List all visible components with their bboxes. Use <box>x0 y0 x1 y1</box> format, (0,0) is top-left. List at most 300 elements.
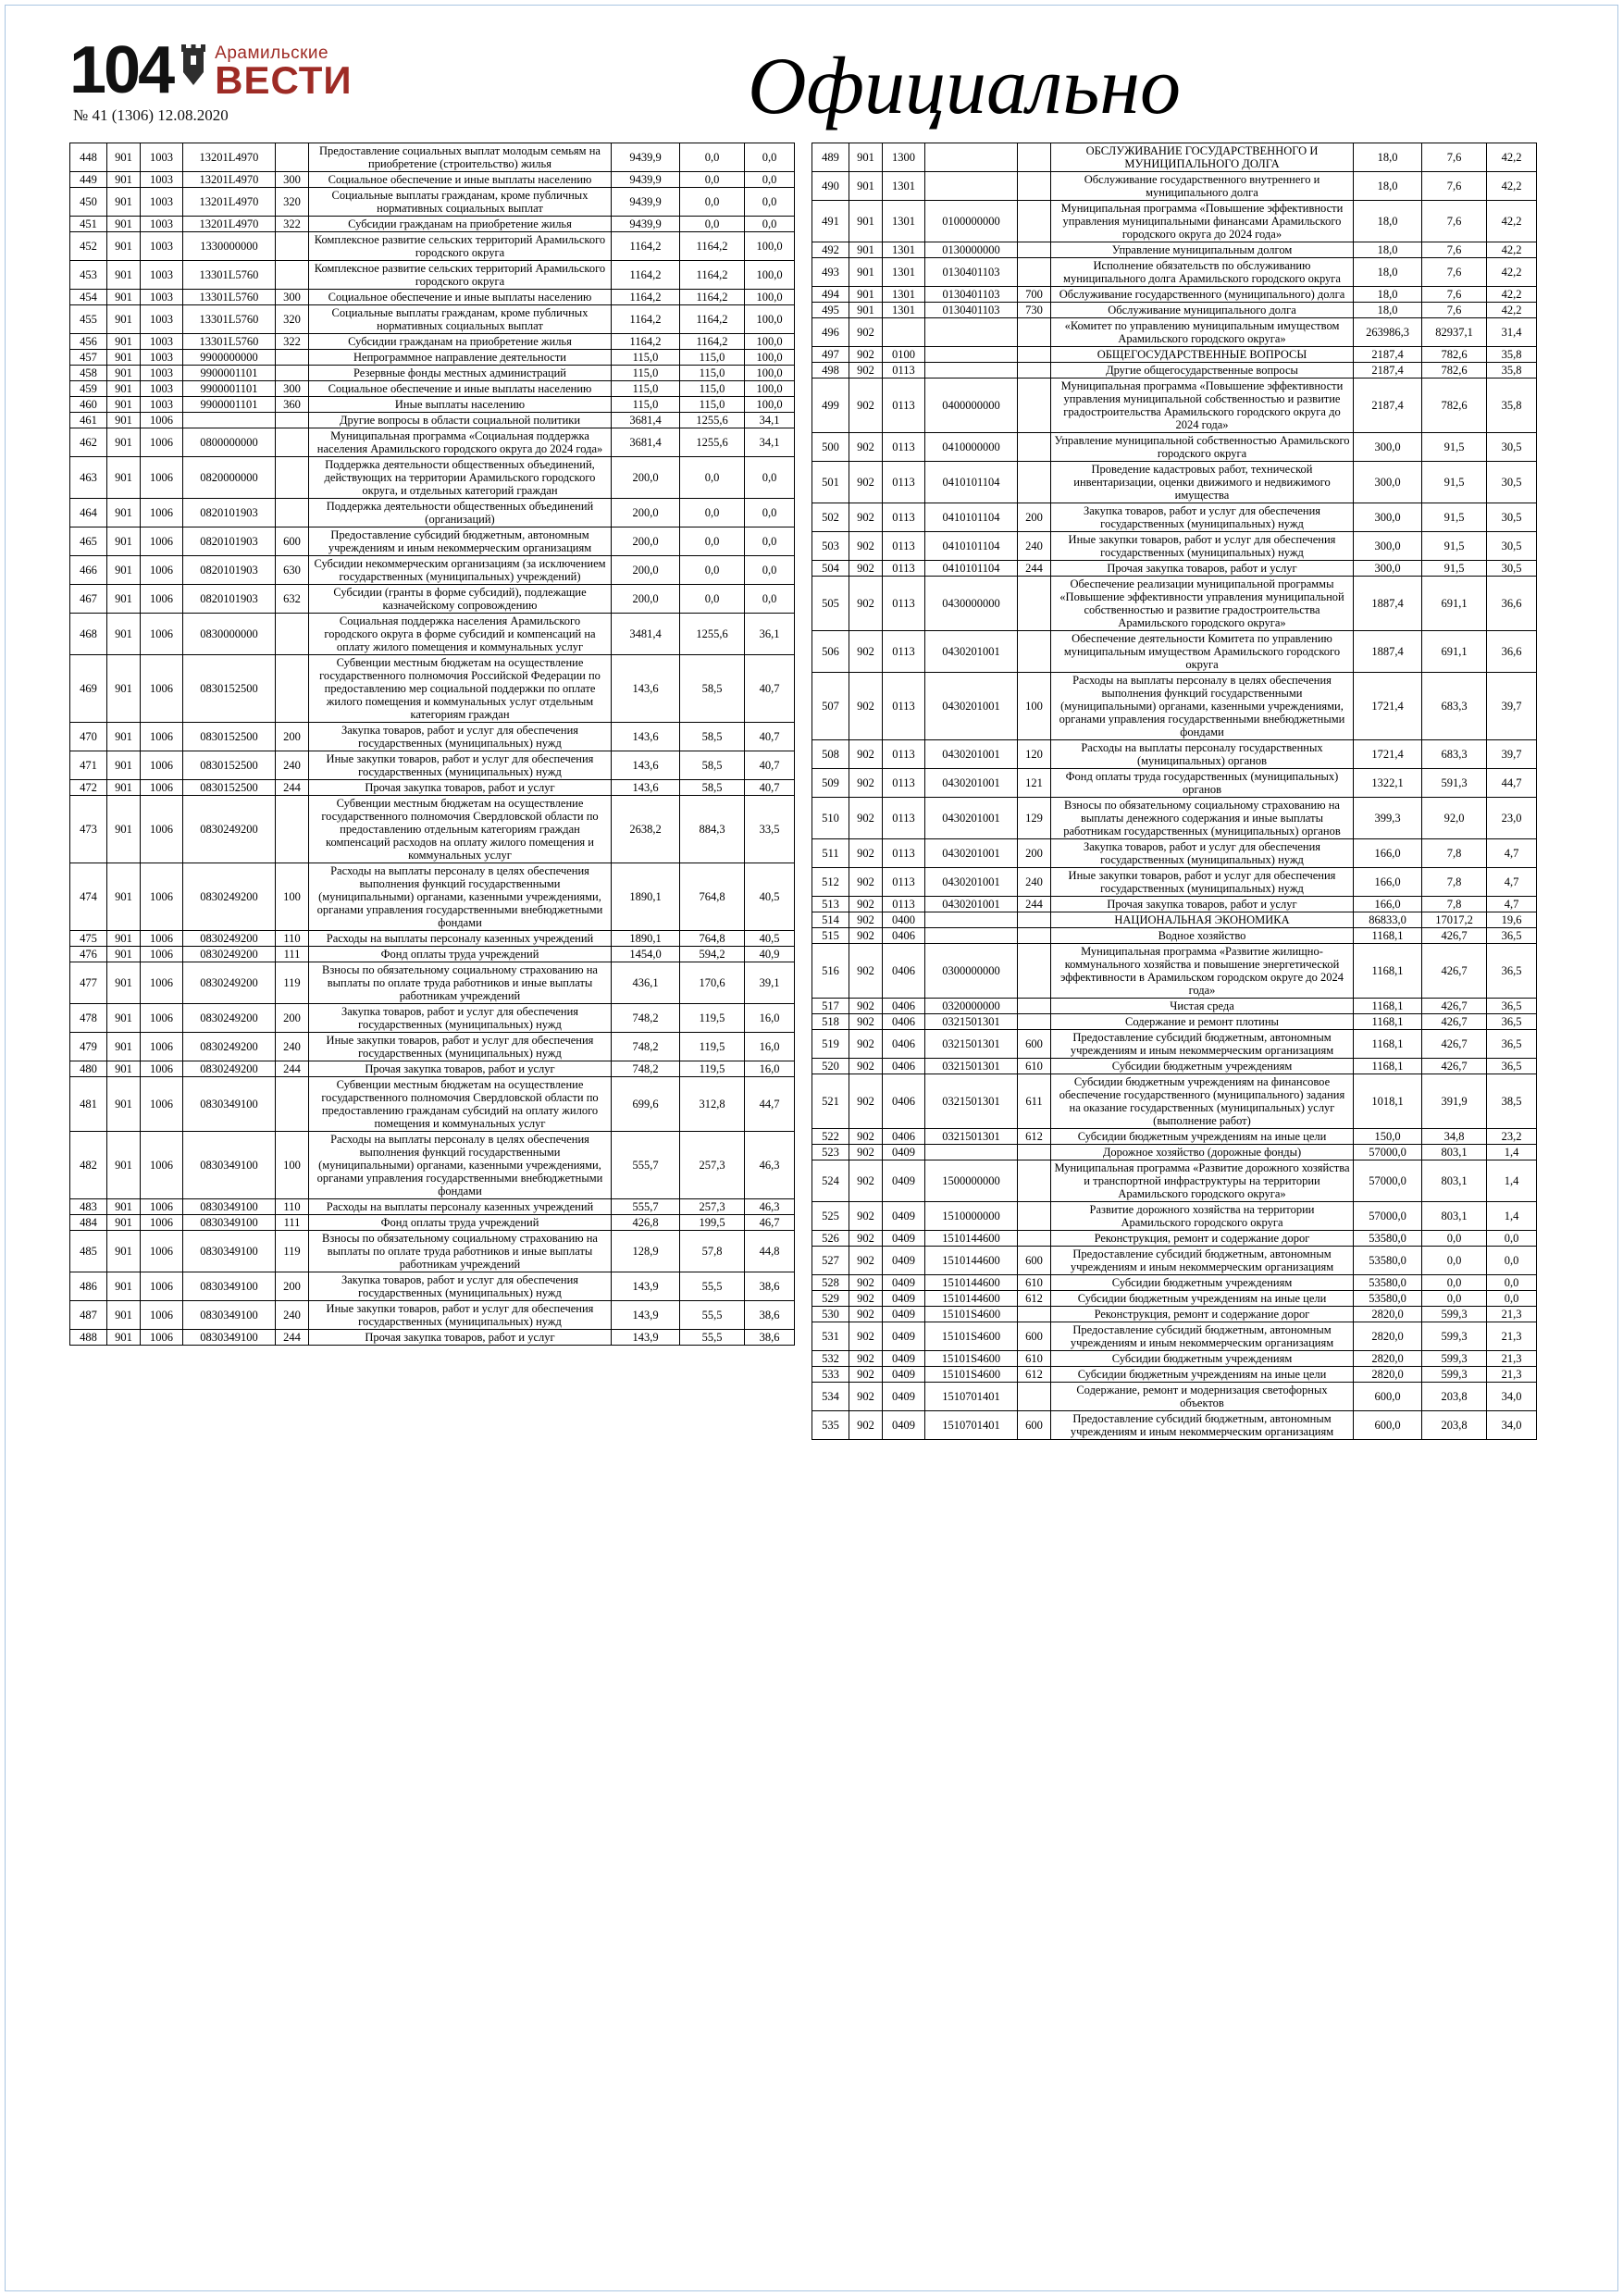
percent-executed-cell: 21,3 <box>1487 1307 1537 1322</box>
section-code-cell: 0400 <box>883 912 925 928</box>
approved-amount-cell: 143,9 <box>612 1330 680 1346</box>
expense-name-cell: Закупка товаров, работ и услуг для обеспечения государственных (муниципальных) нужд <box>1051 839 1354 868</box>
grbs-code-cell: 901 <box>107 457 141 499</box>
section-code-cell: 1003 <box>141 350 183 366</box>
executed-amount-cell: 257,3 <box>680 1199 745 1215</box>
table-row <box>70 1132 795 1199</box>
table-row <box>70 1231 795 1272</box>
expense-type-code-cell: 119 <box>276 1231 309 1272</box>
expense-name-cell: Поддержка деятельности общественных объединений (организаций) <box>309 499 612 527</box>
table-row <box>812 1030 1537 1059</box>
expense-name-cell: Социальное обеспечение и иные выплаты населению <box>309 290 612 305</box>
row-number-cell: 522 <box>812 1129 849 1145</box>
executed-amount-cell: 7,8 <box>1422 868 1487 897</box>
expense-type-code-cell: 240 <box>276 1301 309 1330</box>
grbs-code-cell: 901 <box>107 1061 141 1077</box>
grbs-code-cell: 902 <box>849 561 883 577</box>
expense-name-cell: Расходы на выплаты персоналу государственных (муниципальных) органов <box>1051 740 1354 769</box>
row-number-cell: 499 <box>812 379 849 433</box>
executed-amount-cell: 0,0 <box>680 499 745 527</box>
target-article-code-cell: 0430201001 <box>925 769 1018 798</box>
grbs-code-cell: 901 <box>107 1231 141 1272</box>
section-code-cell: 1301 <box>883 172 925 201</box>
percent-executed-cell: 40,7 <box>745 751 795 780</box>
target-article-code-cell: 0400000000 <box>925 379 1018 433</box>
executed-amount-cell: 0,0 <box>680 217 745 232</box>
grbs-code-cell: 902 <box>849 347 883 363</box>
target-article-code-cell: 13201L4970 <box>183 143 276 172</box>
section-title: Официально <box>747 42 1182 131</box>
approved-amount-cell: 128,9 <box>612 1231 680 1272</box>
row-number-cell: 455 <box>70 305 107 334</box>
approved-amount-cell: 57000,0 <box>1354 1160 1422 1202</box>
target-article-code-cell: 9900001101 <box>183 381 276 397</box>
grbs-code-cell: 901 <box>849 303 883 318</box>
table-row <box>70 614 795 655</box>
approved-amount-cell: 1164,2 <box>612 305 680 334</box>
executed-amount-cell: 92,0 <box>1422 798 1487 839</box>
approved-amount-cell: 57000,0 <box>1354 1145 1422 1160</box>
executed-amount-cell: 0,0 <box>680 172 745 188</box>
expense-type-code-cell: 244 <box>1018 897 1051 912</box>
row-number-cell: 535 <box>812 1411 849 1440</box>
target-article-code-cell: 0430000000 <box>925 577 1018 631</box>
row-number-cell: 512 <box>812 868 849 897</box>
table-row <box>70 527 795 556</box>
grbs-code-cell: 901 <box>107 381 141 397</box>
percent-executed-cell: 0,0 <box>745 172 795 188</box>
section-code-cell: 0113 <box>883 433 925 462</box>
executed-amount-cell: 257,3 <box>680 1132 745 1199</box>
target-article-code-cell: 0430201001 <box>925 798 1018 839</box>
grbs-code-cell: 902 <box>849 1074 883 1129</box>
expense-name-cell: ОБЩЕГОСУДАРСТВЕННЫЕ ВОПРОСЫ <box>1051 347 1354 363</box>
executed-amount-cell: 91,5 <box>1422 433 1487 462</box>
expense-type-code-cell <box>276 614 309 655</box>
expense-type-code-cell: 322 <box>276 217 309 232</box>
expense-name-cell: Субсидии бюджетным учреждениям <box>1051 1351 1354 1367</box>
expense-name-cell: Субсидии бюджетным учреждениям на иные цели <box>1051 1129 1354 1145</box>
section-code-cell: 1003 <box>141 143 183 172</box>
row-number-cell: 489 <box>812 143 849 172</box>
percent-executed-cell: 40,5 <box>745 931 795 947</box>
expense-name-cell: Прочая закупка товаров, работ и услуг <box>309 1061 612 1077</box>
percent-executed-cell: 100,0 <box>745 381 795 397</box>
grbs-code-cell: 901 <box>107 780 141 796</box>
expense-name-cell: Расходы на выплаты персоналу в целях обеспечения выполнения функций государственными (муниципальными) органами, казенными учреждениями, органами управления государственными внебюджетными фондами <box>1051 673 1354 740</box>
expense-type-code-cell <box>276 143 309 172</box>
approved-amount-cell: 166,0 <box>1354 839 1422 868</box>
row-number-cell: 519 <box>812 1030 849 1059</box>
row-number-cell: 492 <box>812 242 849 258</box>
table-row <box>70 457 795 499</box>
table-row <box>812 1129 1537 1145</box>
row-number-cell: 515 <box>812 928 849 944</box>
expense-type-code-cell: 322 <box>276 334 309 350</box>
section-code-cell: 0409 <box>883 1291 925 1307</box>
grbs-code-cell: 901 <box>107 527 141 556</box>
executed-amount-cell: 7,6 <box>1422 303 1487 318</box>
target-article-code-cell: 0130401103 <box>925 303 1018 318</box>
executed-amount-cell: 57,8 <box>680 1231 745 1272</box>
percent-executed-cell: 34,1 <box>745 413 795 428</box>
grbs-code-cell: 901 <box>107 1199 141 1215</box>
target-article-code-cell: 0830249200 <box>183 796 276 863</box>
table-row <box>812 999 1537 1014</box>
executed-amount-cell: 34,8 <box>1422 1129 1487 1145</box>
newspaper-header <box>0 0 1623 143</box>
expense-name-cell: Муниципальная программа «Развитие дорожного хозяйства и транспортной инфраструктуры на территории Арамильского городского округа» <box>1051 1160 1354 1202</box>
target-article-code-cell: 1510701401 <box>925 1383 1018 1411</box>
table-row <box>812 1367 1537 1383</box>
target-article-code-cell: 0830249200 <box>183 947 276 962</box>
table-row <box>70 366 795 381</box>
grbs-code-cell: 901 <box>107 413 141 428</box>
grbs-code-cell: 902 <box>849 318 883 347</box>
approved-amount-cell: 748,2 <box>612 1061 680 1077</box>
row-number-cell: 485 <box>70 1231 107 1272</box>
target-article-code-cell: 0820101903 <box>183 585 276 614</box>
expense-name-cell: Субвенции местным бюджетам на осуществление государственного полномочия Свердловской области по предоставлению гражданам субсидий на оплату жилого помещения и коммунальных услуг <box>309 1077 612 1132</box>
row-number-cell: 498 <box>812 363 849 379</box>
expense-type-code-cell: 300 <box>276 290 309 305</box>
expense-type-code-cell: 200 <box>276 1004 309 1033</box>
percent-executed-cell: 100,0 <box>745 305 795 334</box>
executed-amount-cell: 58,5 <box>680 751 745 780</box>
section-code-cell: 0409 <box>883 1367 925 1383</box>
section-code-cell: 0409 <box>883 1351 925 1367</box>
percent-executed-cell: 40,9 <box>745 947 795 962</box>
coat-of-arms-icon <box>180 44 207 87</box>
table-row <box>812 1411 1537 1440</box>
grbs-code-cell: 902 <box>849 1247 883 1275</box>
section-code-cell: 1006 <box>141 527 183 556</box>
approved-amount-cell: 1322,1 <box>1354 769 1422 798</box>
expense-type-code-cell: 700 <box>1018 287 1051 303</box>
table-row <box>812 1160 1537 1202</box>
grbs-code-cell: 901 <box>107 290 141 305</box>
expense-type-code-cell <box>1018 1160 1051 1202</box>
target-article-code-cell: 1510144600 <box>925 1231 1018 1247</box>
grbs-code-cell: 901 <box>107 1215 141 1231</box>
executed-amount-cell: 7,6 <box>1422 143 1487 172</box>
expense-name-cell: Расходы на выплаты персоналу казенных учреждений <box>309 1199 612 1215</box>
grbs-code-cell: 902 <box>849 868 883 897</box>
executed-amount-cell: 312,8 <box>680 1077 745 1132</box>
percent-executed-cell: 42,2 <box>1487 258 1537 287</box>
row-number-cell: 470 <box>70 723 107 751</box>
section-code-cell: 0409 <box>883 1247 925 1275</box>
target-article-code-cell: 0321501301 <box>925 1014 1018 1030</box>
section-code-cell: 1006 <box>141 751 183 780</box>
section-code-cell: 0409 <box>883 1383 925 1411</box>
table-row <box>812 1145 1537 1160</box>
page-number: 104 <box>69 33 173 107</box>
table-row <box>70 1272 795 1301</box>
row-number-cell: 527 <box>812 1247 849 1275</box>
percent-executed-cell: 0,0 <box>745 457 795 499</box>
percent-executed-cell: 21,3 <box>1487 1351 1537 1367</box>
table-row <box>70 334 795 350</box>
percent-executed-cell: 4,7 <box>1487 839 1537 868</box>
percent-executed-cell: 40,7 <box>745 723 795 751</box>
target-article-code-cell: 0300000000 <box>925 944 1018 999</box>
table-row <box>70 428 795 457</box>
table-row <box>70 947 795 962</box>
section-code-cell: 1003 <box>141 290 183 305</box>
row-number-cell: 532 <box>812 1351 849 1367</box>
row-number-cell: 497 <box>812 347 849 363</box>
section-code-cell: 0113 <box>883 868 925 897</box>
table-row <box>812 1231 1537 1247</box>
table-row <box>812 561 1537 577</box>
grbs-code-cell: 901 <box>107 334 141 350</box>
row-number-cell: 484 <box>70 1215 107 1231</box>
expense-type-code-cell <box>1018 143 1051 172</box>
row-number-cell: 518 <box>812 1014 849 1030</box>
row-number-cell: 526 <box>812 1231 849 1247</box>
section-code-cell: 1006 <box>141 413 183 428</box>
executed-amount-cell: 0,0 <box>1422 1291 1487 1307</box>
expense-type-code-cell: 200 <box>276 723 309 751</box>
percent-executed-cell: 42,2 <box>1487 172 1537 201</box>
row-number-cell: 490 <box>812 172 849 201</box>
approved-amount-cell: 1887,4 <box>1354 631 1422 673</box>
grbs-code-cell: 901 <box>107 499 141 527</box>
approved-amount-cell: 115,0 <box>612 397 680 413</box>
approved-amount-cell: 399,3 <box>1354 798 1422 839</box>
expense-name-cell: Взносы по обязательному социальному страхованию на выплаты по оплате труда работников и иные выплаты работникам учреждений <box>309 962 612 1004</box>
executed-amount-cell: 599,3 <box>1422 1351 1487 1367</box>
grbs-code-cell: 901 <box>107 585 141 614</box>
target-article-code-cell: 0830349100 <box>183 1231 276 1272</box>
target-article-code-cell: 1500000000 <box>925 1160 1018 1202</box>
row-number-cell: 477 <box>70 962 107 1004</box>
expense-type-code-cell <box>1018 944 1051 999</box>
grbs-code-cell: 902 <box>849 912 883 928</box>
expense-type-code-cell <box>1018 318 1051 347</box>
section-code-cell: 1006 <box>141 1215 183 1231</box>
expense-name-cell: Социальное обеспечение и иные выплаты населению <box>309 381 612 397</box>
row-number-cell: 491 <box>812 201 849 242</box>
approved-amount-cell: 3481,4 <box>612 614 680 655</box>
row-number-cell: 449 <box>70 172 107 188</box>
expense-type-code-cell <box>1018 172 1051 201</box>
expense-name-cell: Предоставление субсидий бюджетным, автономным учреждениям и иным некоммерческим организациям <box>1051 1247 1354 1275</box>
expense-name-cell: Расходы на выплаты персоналу в целях обеспечения выполнения функций государственными (муниципальными) органами, казенными учреждениями, органами управления государственными внебюджетными фондами <box>309 1132 612 1199</box>
table-row <box>812 1307 1537 1322</box>
executed-amount-cell: 115,0 <box>680 350 745 366</box>
grbs-code-cell: 902 <box>849 1367 883 1383</box>
approved-amount-cell: 555,7 <box>612 1132 680 1199</box>
row-number-cell: 479 <box>70 1033 107 1061</box>
expense-name-cell: Субвенции местным бюджетам на осуществление государственного полномочия Свердловской области по предоставлению отдельным категориям граждан компенсаций расходов на оплату жилого помещения и коммунальных услуг <box>309 796 612 863</box>
target-article-code-cell: 0820101903 <box>183 499 276 527</box>
expense-name-cell: Иные закупки товаров, работ и услуг для обеспечения государственных (муниципальных) нужд <box>309 751 612 780</box>
target-article-code-cell: 13301L5760 <box>183 334 276 350</box>
grbs-code-cell: 901 <box>107 261 141 290</box>
approved-amount-cell: 2187,4 <box>1354 347 1422 363</box>
percent-executed-cell: 36,5 <box>1487 1059 1537 1074</box>
target-article-code-cell: 15101S4600 <box>925 1322 1018 1351</box>
expense-type-code-cell: 111 <box>276 1215 309 1231</box>
grbs-code-cell: 901 <box>849 172 883 201</box>
percent-executed-cell: 35,8 <box>1487 363 1537 379</box>
expense-type-code-cell <box>276 655 309 723</box>
executed-amount-cell: 1164,2 <box>680 232 745 261</box>
executed-amount-cell: 7,8 <box>1422 839 1487 868</box>
table-row <box>812 462 1537 503</box>
row-number-cell: 531 <box>812 1322 849 1351</box>
section-code-cell: 0113 <box>883 839 925 868</box>
executed-amount-cell: 0,0 <box>680 188 745 217</box>
expense-type-code-cell <box>276 1077 309 1132</box>
table-row <box>70 217 795 232</box>
section-code-cell: 1003 <box>141 381 183 397</box>
row-number-cell: 524 <box>812 1160 849 1202</box>
expense-name-cell: Прочая закупка товаров, работ и услуг <box>309 780 612 796</box>
grbs-code-cell: 901 <box>107 143 141 172</box>
grbs-code-cell: 901 <box>849 242 883 258</box>
table-row <box>812 1014 1537 1030</box>
expense-type-code-cell <box>276 499 309 527</box>
expense-type-code-cell <box>276 428 309 457</box>
target-article-code-cell: 0830249200 <box>183 1004 276 1033</box>
grbs-code-cell: 902 <box>849 1231 883 1247</box>
executed-amount-cell: 691,1 <box>1422 577 1487 631</box>
section-code-cell: 1006 <box>141 457 183 499</box>
grbs-code-cell: 902 <box>849 1383 883 1411</box>
grbs-code-cell: 902 <box>849 1202 883 1231</box>
row-number-cell: 530 <box>812 1307 849 1322</box>
percent-executed-cell: 0,0 <box>745 527 795 556</box>
table-row <box>812 433 1537 462</box>
expense-type-code-cell <box>276 261 309 290</box>
row-number-cell: 452 <box>70 232 107 261</box>
approved-amount-cell: 143,6 <box>612 780 680 796</box>
percent-executed-cell: 21,3 <box>1487 1367 1537 1383</box>
percent-executed-cell: 36,1 <box>745 614 795 655</box>
expense-name-cell: Поддержка деятельности общественных объединений, действующих на территории Арамильского городского округа, и отдельных категорий граждан <box>309 457 612 499</box>
target-article-code-cell: 0830249200 <box>183 931 276 947</box>
expense-name-cell: Социальные выплаты гражданам, кроме публичных нормативных социальных выплат <box>309 188 612 217</box>
target-article-code-cell: 0430201001 <box>925 740 1018 769</box>
executed-amount-cell: 91,5 <box>1422 532 1487 561</box>
percent-executed-cell: 46,7 <box>745 1215 795 1231</box>
section-code-cell: 1006 <box>141 556 183 585</box>
approved-amount-cell: 1890,1 <box>612 863 680 931</box>
section-code-cell: 1003 <box>141 366 183 381</box>
percent-executed-cell: 31,4 <box>1487 318 1537 347</box>
section-code-cell: 1006 <box>141 863 183 931</box>
table-row <box>70 931 795 947</box>
percent-executed-cell: 1,4 <box>1487 1202 1537 1231</box>
section-code-cell: 1006 <box>141 962 183 1004</box>
percent-executed-cell: 0,0 <box>745 556 795 585</box>
row-number-cell: 509 <box>812 769 849 798</box>
section-code-cell: 0406 <box>883 1129 925 1145</box>
expense-type-code-cell: 612 <box>1018 1367 1051 1383</box>
executed-amount-cell: 0,0 <box>680 527 745 556</box>
grbs-code-cell: 901 <box>107 962 141 1004</box>
percent-executed-cell: 42,2 <box>1487 287 1537 303</box>
section-code-cell: 1006 <box>141 780 183 796</box>
section-code-cell: 1006 <box>141 1330 183 1346</box>
target-article-code-cell: 0100000000 <box>925 201 1018 242</box>
grbs-code-cell: 902 <box>849 769 883 798</box>
table-row <box>812 673 1537 740</box>
executed-amount-cell: 426,7 <box>1422 1030 1487 1059</box>
expense-name-cell: Расходы на выплаты персоналу казенных учреждений <box>309 931 612 947</box>
approved-amount-cell: 200,0 <box>612 556 680 585</box>
row-number-cell: 453 <box>70 261 107 290</box>
expense-name-cell: Непрограммное направление деятельности <box>309 350 612 366</box>
row-number-cell: 480 <box>70 1061 107 1077</box>
row-number-cell: 525 <box>812 1202 849 1231</box>
percent-executed-cell: 16,0 <box>745 1061 795 1077</box>
target-article-code-cell <box>925 363 1018 379</box>
expense-type-code-cell: 611 <box>1018 1074 1051 1129</box>
expense-type-code-cell: 630 <box>276 556 309 585</box>
approved-amount-cell: 143,6 <box>612 751 680 780</box>
executed-amount-cell: 0,0 <box>1422 1275 1487 1291</box>
executed-amount-cell: 426,7 <box>1422 1014 1487 1030</box>
approved-amount-cell: 2187,4 <box>1354 379 1422 433</box>
row-number-cell: 472 <box>70 780 107 796</box>
approved-amount-cell: 115,0 <box>612 381 680 397</box>
target-article-code-cell: 0321501301 <box>925 1059 1018 1074</box>
executed-amount-cell: 599,3 <box>1422 1322 1487 1351</box>
approved-amount-cell: 1168,1 <box>1354 1059 1422 1074</box>
expense-type-code-cell: 121 <box>1018 769 1051 798</box>
grbs-code-cell: 901 <box>107 863 141 931</box>
expense-name-cell: Закупка товаров, работ и услуг для обеспечения государственных (муниципальных) нужд <box>1051 503 1354 532</box>
target-article-code-cell: 0830249200 <box>183 1061 276 1077</box>
percent-executed-cell: 16,0 <box>745 1033 795 1061</box>
grbs-code-cell: 901 <box>107 947 141 962</box>
grbs-code-cell: 901 <box>107 556 141 585</box>
target-article-code-cell: 0410101104 <box>925 503 1018 532</box>
grbs-code-cell: 902 <box>849 928 883 944</box>
grbs-code-cell: 901 <box>107 655 141 723</box>
table-row <box>812 912 1537 928</box>
row-number-cell: 469 <box>70 655 107 723</box>
section-code-cell: 1003 <box>141 232 183 261</box>
section-code-cell: 0113 <box>883 379 925 433</box>
executed-amount-cell: 55,5 <box>680 1330 745 1346</box>
section-code-cell: 1006 <box>141 931 183 947</box>
target-article-code-cell: 0820101903 <box>183 556 276 585</box>
grbs-code-cell: 901 <box>107 428 141 457</box>
section-code-cell: 1003 <box>141 305 183 334</box>
section-code-cell: 0113 <box>883 462 925 503</box>
expense-type-code-cell: 730 <box>1018 303 1051 318</box>
table-row <box>70 796 795 863</box>
issue-number-date: № 41 (1306) 12.08.2020 <box>73 106 229 125</box>
expense-type-code-cell <box>1018 433 1051 462</box>
percent-executed-cell: 0,0 <box>745 217 795 232</box>
expense-type-code-cell: 240 <box>1018 532 1051 561</box>
table-row <box>70 1077 795 1132</box>
grbs-code-cell: 902 <box>849 944 883 999</box>
approved-amount-cell: 53580,0 <box>1354 1247 1422 1275</box>
percent-executed-cell: 100,0 <box>745 334 795 350</box>
table-row <box>70 1061 795 1077</box>
expense-type-code-cell: 240 <box>276 1033 309 1061</box>
row-number-cell: 450 <box>70 188 107 217</box>
percent-executed-cell: 0,0 <box>1487 1291 1537 1307</box>
target-article-code-cell: 0830349100 <box>183 1301 276 1330</box>
